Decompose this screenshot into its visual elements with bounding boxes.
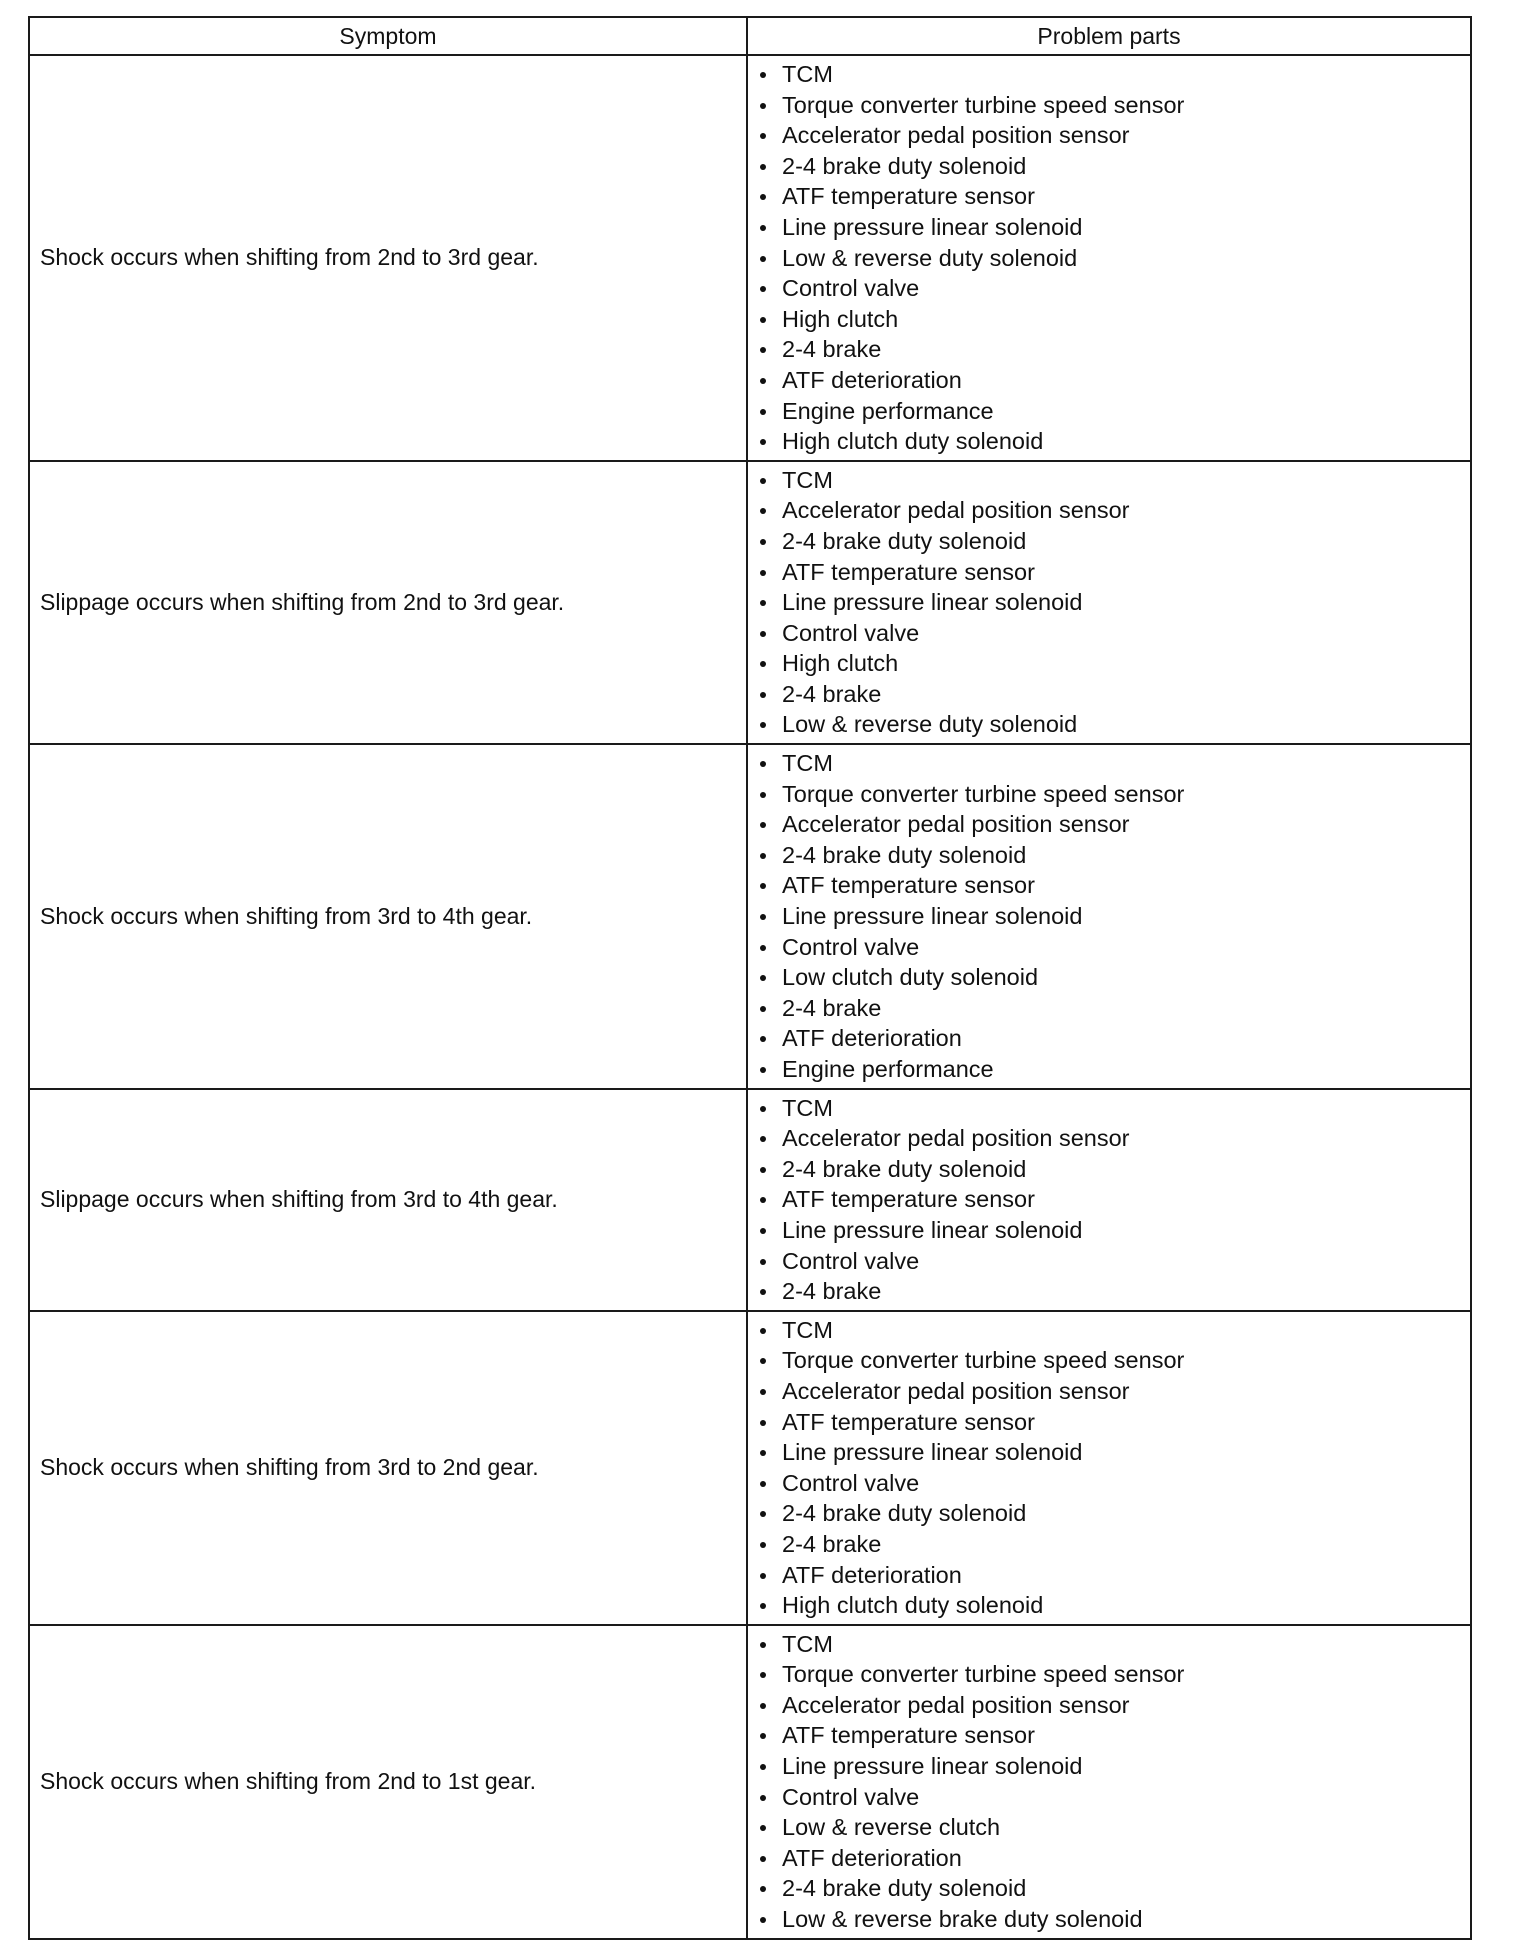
symptom-cell: Shock occurs when shifting from 2nd to 3rd gear. <box>29 55 747 461</box>
table-row <box>29 1089 1471 1311</box>
problem-part-item: Engine performance <box>748 1054 1470 1085</box>
problem-parts-list <box>748 465 1470 740</box>
problem-part-item: Torque converter turbine speed sensor <box>748 1345 1470 1376</box>
table-row <box>29 1625 1471 1939</box>
table-row <box>29 1311 1471 1625</box>
problem-part-item: 2-4 brake <box>748 679 1470 710</box>
problem-part-item: Engine performance <box>748 396 1470 427</box>
problem-part-item: ATF temperature sensor <box>748 1184 1470 1215</box>
symptom-cell: Slippage occurs when shifting from 3rd to 4th gear. <box>29 1089 747 1311</box>
problem-parts-list <box>748 1093 1470 1307</box>
table-header-row <box>29 17 1471 55</box>
problem-part-item: Accelerator pedal position sensor <box>748 120 1470 151</box>
problem-part-item: ATF deterioration <box>748 1023 1470 1054</box>
problem-part-item: ATF deterioration <box>748 365 1470 396</box>
problem-parts-cell <box>747 1625 1471 1939</box>
problem-parts-cell <box>747 1089 1471 1311</box>
problem-part-item: High clutch duty solenoid <box>748 426 1470 457</box>
table-row <box>29 55 1471 461</box>
problem-parts-cell <box>747 744 1471 1089</box>
table-row <box>29 461 1471 744</box>
problem-parts-list <box>748 748 1470 1085</box>
problem-part-item: TCM <box>748 1315 1470 1346</box>
problem-part-item: 2-4 brake <box>748 993 1470 1024</box>
problem-parts-cell <box>747 1311 1471 1625</box>
problem-part-item: ATF temperature sensor <box>748 557 1470 588</box>
problem-part-item: Control valve <box>748 1782 1470 1813</box>
symptom-cell: Slippage occurs when shifting from 2nd to 3rd gear. <box>29 461 747 744</box>
problem-part-item: High clutch <box>748 304 1470 335</box>
table-row <box>29 744 1471 1089</box>
problem-part-item: Control valve <box>748 932 1470 963</box>
problem-part-item: Line pressure linear solenoid <box>748 1751 1470 1782</box>
problem-part-item: Control valve <box>748 1468 1470 1499</box>
problem-part-item: ATF temperature sensor <box>748 1720 1470 1751</box>
problem-part-item: Accelerator pedal position sensor <box>748 1123 1470 1154</box>
problem-part-item: Accelerator pedal position sensor <box>748 495 1470 526</box>
problem-parts-list <box>748 59 1470 457</box>
problem-part-item: 2-4 brake duty solenoid <box>748 840 1470 871</box>
problem-parts-list <box>748 1629 1470 1935</box>
problem-part-item: TCM <box>748 748 1470 779</box>
problem-part-item: Line pressure linear solenoid <box>748 212 1470 243</box>
problem-part-item: Low clutch duty solenoid <box>748 962 1470 993</box>
problem-part-item: 2-4 brake duty solenoid <box>748 151 1470 182</box>
problem-part-item: 2-4 brake <box>748 1276 1470 1307</box>
symptom-cell: Shock occurs when shifting from 3rd to 2nd gear. <box>29 1311 747 1625</box>
problem-part-item: TCM <box>748 1629 1470 1660</box>
problem-part-item: Accelerator pedal position sensor <box>748 1376 1470 1407</box>
problem-part-item: 2-4 brake duty solenoid <box>748 1498 1470 1529</box>
problem-part-item: Line pressure linear solenoid <box>748 1437 1470 1468</box>
problem-part-item: ATF temperature sensor <box>748 1407 1470 1438</box>
symptom-cell: Shock occurs when shifting from 3rd to 4th gear. <box>29 744 747 1089</box>
problem-parts-cell <box>747 461 1471 744</box>
problem-part-item: Line pressure linear solenoid <box>748 1215 1470 1246</box>
problem-part-item: Control valve <box>748 618 1470 649</box>
problem-part-item: Line pressure linear solenoid <box>748 901 1470 932</box>
problem-part-item: Accelerator pedal position sensor <box>748 809 1470 840</box>
problem-part-item: TCM <box>748 1093 1470 1124</box>
problem-part-item: High clutch <box>748 648 1470 679</box>
symptom-column-header: Symptom <box>29 17 747 55</box>
problem-part-item: Torque converter turbine speed sensor <box>748 779 1470 810</box>
symptom-cell: Shock occurs when shifting from 2nd to 1st gear. <box>29 1625 747 1939</box>
problem-part-item: 2-4 brake duty solenoid <box>748 526 1470 557</box>
problem-part-item: Control valve <box>748 273 1470 304</box>
problem-part-item: Low & reverse clutch <box>748 1812 1470 1843</box>
problem-part-item: Accelerator pedal position sensor <box>748 1690 1470 1721</box>
problem-part-item: 2-4 brake <box>748 334 1470 365</box>
problem-part-item: Low & reverse duty solenoid <box>748 709 1470 740</box>
problem-part-item: Torque converter turbine speed sensor <box>748 1659 1470 1690</box>
table-body <box>29 55 1471 1939</box>
problem-part-item: Low & reverse brake duty solenoid <box>748 1904 1470 1935</box>
problem-part-item: Line pressure linear solenoid <box>748 587 1470 618</box>
problem-part-item: Torque converter turbine speed sensor <box>748 90 1470 121</box>
problem-part-item: High clutch duty solenoid <box>748 1590 1470 1621</box>
problem-part-item: ATF temperature sensor <box>748 181 1470 212</box>
problem-parts-column-header: Problem parts <box>747 17 1471 55</box>
symptom-problem-parts-table <box>28 16 1472 1940</box>
problem-part-item: TCM <box>748 59 1470 90</box>
problem-parts-list <box>748 1315 1470 1621</box>
problem-part-item: ATF temperature sensor <box>748 870 1470 901</box>
problem-part-item: Low & reverse duty solenoid <box>748 243 1470 274</box>
problem-part-item: TCM <box>748 465 1470 496</box>
problem-parts-cell <box>747 55 1471 461</box>
problem-part-item: ATF deterioration <box>748 1560 1470 1591</box>
problem-part-item: 2-4 brake duty solenoid <box>748 1873 1470 1904</box>
problem-part-item: ATF deterioration <box>748 1843 1470 1874</box>
problem-part-item: 2-4 brake <box>748 1529 1470 1560</box>
problem-part-item: 2-4 brake duty solenoid <box>748 1154 1470 1185</box>
problem-part-item: Control valve <box>748 1246 1470 1277</box>
